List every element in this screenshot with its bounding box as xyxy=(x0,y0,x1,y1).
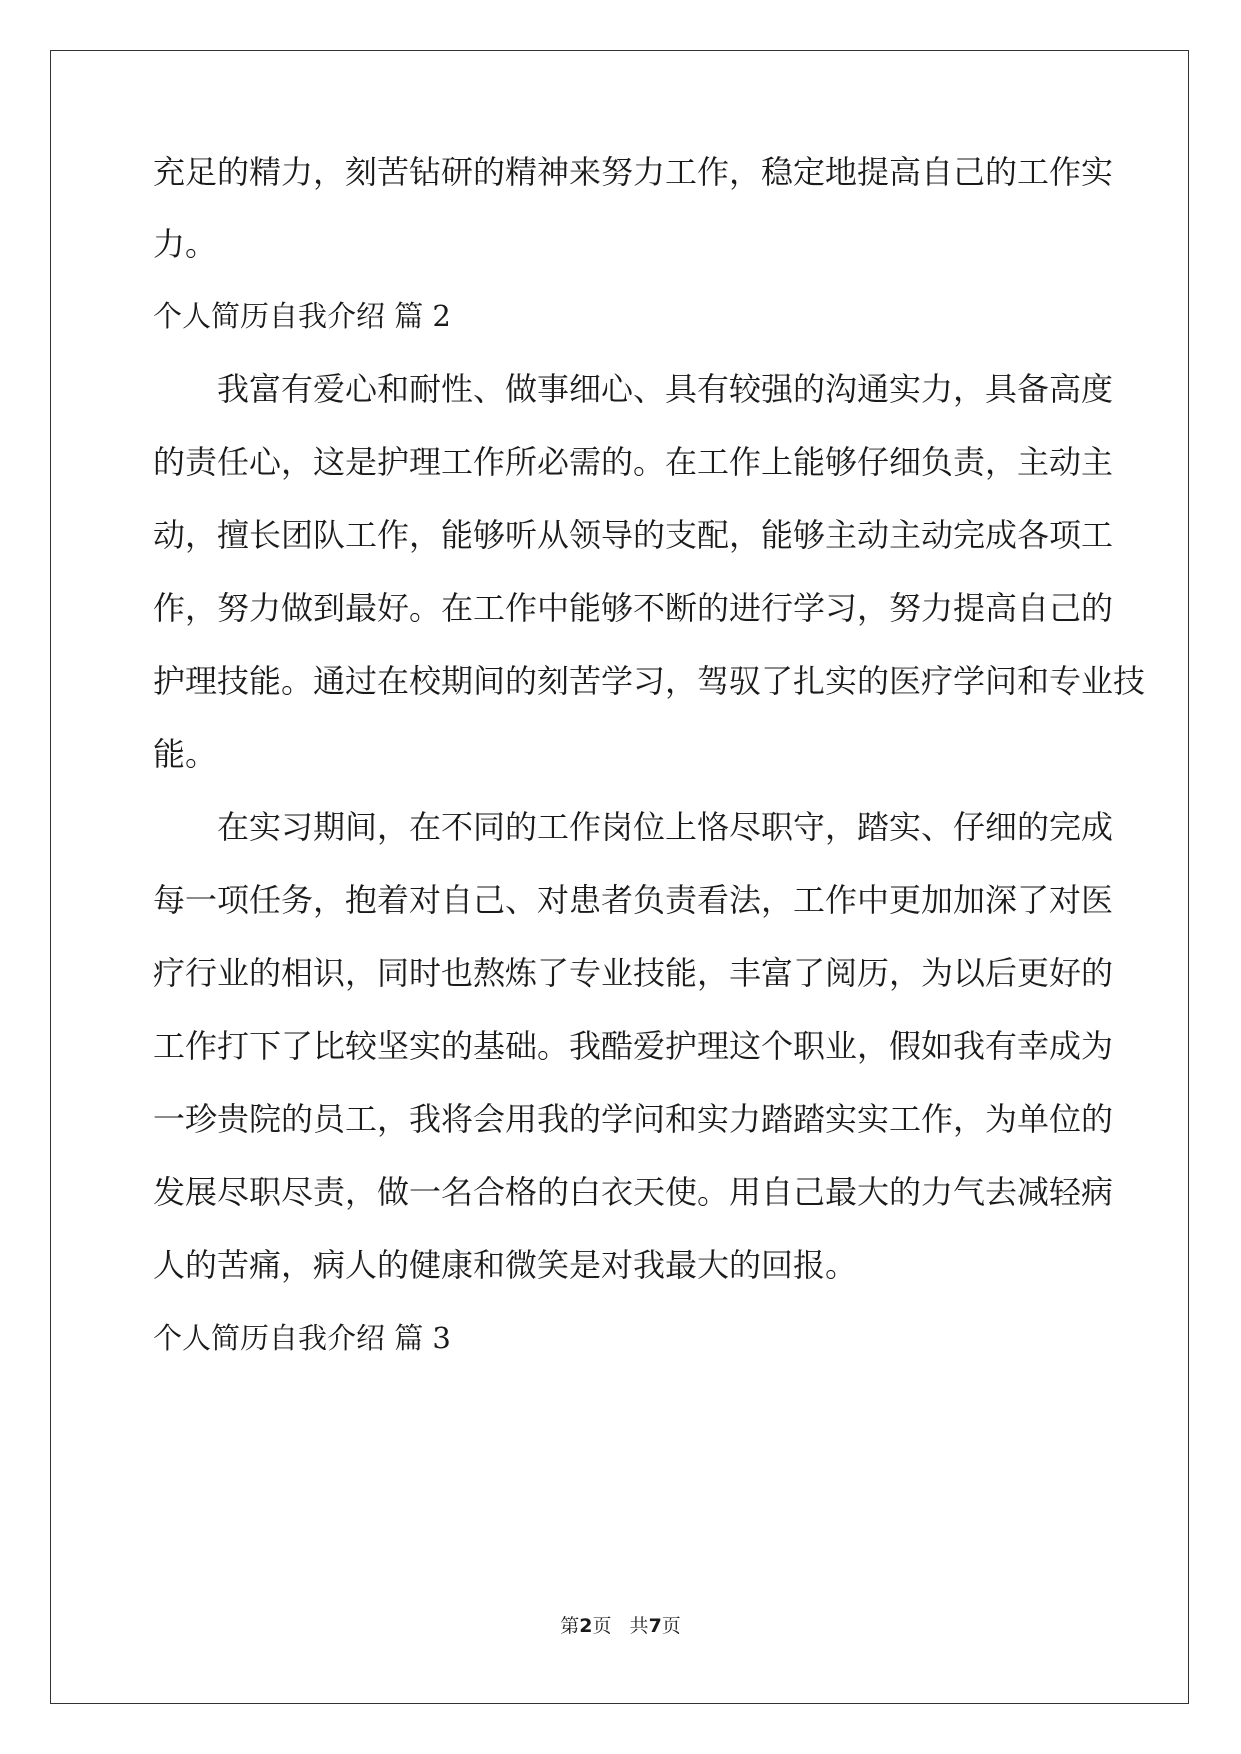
para-2a-line-3: 动，擅长团队工作，能够听从领导的支配，能够主动主动完成各项工 xyxy=(153,516,1114,554)
para-2a-line-4: 作，努力做到最好。在工作中能够不断的进行学习，努力提高自己的 xyxy=(153,589,1114,627)
footer-suffix: 页 xyxy=(661,1615,681,1637)
footer-middle: 页 共 xyxy=(592,1615,649,1637)
para-2b-line-6: 发展尽职尽责，做一名合格的白衣天使。用自己最大的力气去减轻病 xyxy=(153,1173,1114,1211)
footer-page-number: 2 xyxy=(579,1615,593,1637)
para-2a-line-5: 护理技能。通过在校期间的刻苦学习，驾驭了扎实的医疗学问和专业技 xyxy=(153,662,1146,700)
para-2a-line-1: 我富有爱心和耐性、做事细心、具有较强的沟通实力，具备高度 xyxy=(153,370,1114,408)
para-2b-line-3: 疗行业的相识，同时也熬炼了专业技能，丰富了阅历，为以后更好的 xyxy=(153,954,1114,992)
section-heading-2: 个人简历自我介绍 篇 2 xyxy=(153,299,451,333)
page-footer xyxy=(0,1614,1241,1638)
para-2a-line-6: 能。 xyxy=(153,735,218,773)
intro-line-2: 力。 xyxy=(153,225,218,263)
footer-total-pages: 7 xyxy=(648,1615,662,1637)
para-2b-line-7: 人的苦痛，病人的健康和微笑是对我最大的回报。 xyxy=(153,1246,858,1284)
intro-line-1: 充足的精力，刻苦钻研的精神来努力工作，稳定地提高自己的工作实 xyxy=(153,153,1114,191)
para-2a-line-2: 的责任心，这是护理工作所必需的。在工作上能够仔细负责，主动主 xyxy=(153,443,1114,481)
para-2b-line-5: 一珍贵院的员工，我将会用我的学问和实力踏踏实实工作，为单位的 xyxy=(153,1100,1114,1138)
section-heading-3: 个人简历自我介绍 篇 3 xyxy=(153,1321,451,1355)
para-2b-line-1: 在实习期间，在不同的工作岗位上恪尽职守，踏实、仔细的完成 xyxy=(153,808,1114,846)
footer-prefix: 第 xyxy=(560,1615,580,1637)
para-2b-line-2: 每一项任务，抱着对自己、对患者负责看法，工作中更加加深了对医 xyxy=(153,881,1114,919)
para-2b-line-4: 工作打下了比较坚实的基础。我酷爱护理这个职业，假如我有幸成为 xyxy=(153,1027,1114,1065)
